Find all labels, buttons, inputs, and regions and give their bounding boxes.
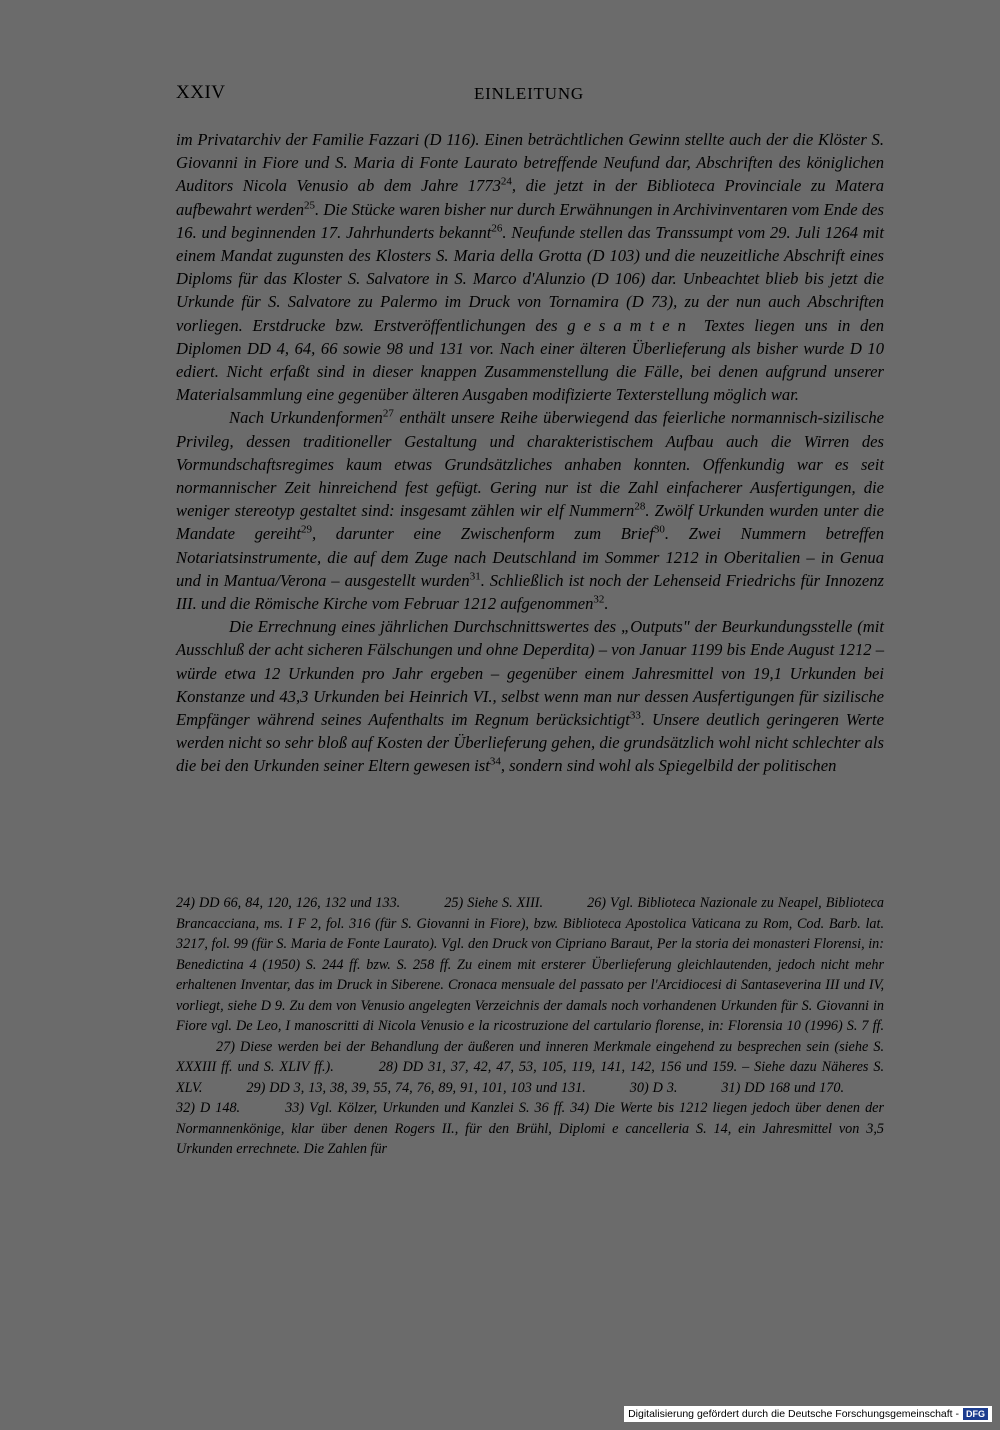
footnote-ref-29: 29: [301, 523, 312, 536]
running-title: EINLEITUNG: [474, 84, 584, 103]
spaced-emphasis: gesamten: [567, 315, 694, 335]
text-run: . Die Stücke waren bisher nur durch Erwähnungen in Archivinventaren vom Ende des 16. und beginnenden 17. Jahrhunderts bekannt: [176, 199, 884, 242]
footnote-ref-26: 26: [491, 222, 503, 235]
footnote-ref-28: 28: [634, 500, 646, 513]
footnote-ref-31: 31: [469, 570, 481, 583]
footnote-ref-25: 25: [304, 199, 316, 212]
footnote-27: 27) Diese werden bei der Behandlung der äußeren und inneren Merkmale eingehend zu besprechen sein (siehe S. XXXIII ff. und S. XLIV ff.).: [176, 1038, 884, 1075]
footnote-ref-24: 24: [500, 175, 512, 188]
text-run: . Neufunde stellen das Transsumpt vom 29. Juli 1264 mit einem Mandat zugunsten des Klosters S. Maria della Grotta (D 103) und die neuzeitliche Abschrift eines Diploms für das Kloster S. Salvatore in S. Marco d'Alunzio (D 106) dar. Unbeachtet blieb bis jetzt die Urkunde für S. Salvatore zu Palermo im Druck von Tornamira (D 73), zu der nun auch Abschriften vorliegen. Erstdrucke bzw. Erstveröffentlichungen des: [176, 222, 885, 335]
footnote-24: 24) DD 66, 84, 120, 126, 132 und 133.: [176, 895, 401, 911]
footnote-ref-30: 30: [653, 523, 665, 536]
footnote-28: 28) DD 31, 37, 42, 47, 53, 105, 119, 141, 142, 156 und 159. – Siehe dazu Näheres S. XLV.: [176, 1059, 885, 1096]
footnote-32: 32) D 148.: [176, 1100, 241, 1116]
text-run: . Zwei Nummern betreffen Notariatsinstrumente, die auf dem Zuge nach Deutschland im Sommer 1212 in Oberitalien – in Genua und in Mantua/Verona – ausgestellt wurden: [176, 524, 884, 590]
paragraph-1: [176, 128, 884, 406]
footnote-ref-34: 34: [489, 755, 501, 768]
digitization-footer: [624, 1406, 992, 1422]
text-run: Die Errechnung eines jährlichen Durchschnittswertes des „Outputs" der Beurkundungsstelle (mit Ausschluß der acht sicheren Fälschungen und ohne Deperdita) – von Januar 1199 bis Ende August 1212 – würde etwa 12 Urkunden pro Jahr ergeben – gegenüber einem Jahresmittel von 19,1 Urkunden bei Konstanze und 43,3 Urkunden bei Heinrich VI., selbst wenn man nur dessen Ausfertigungen für sizilische Empfänger während seines Aufenthalts im Regnum berücksichtigt: [176, 617, 884, 730]
dfg-logo: DFG: [963, 1408, 988, 1420]
text-run: . Unsere deutlich geringeren Werte werden nicht so sehr bloß auf Kosten der Überlieferung gehen, die grundsätzlich wohl nicht schlechter als die bei den Urkunden seiner Eltern gewesen ist: [176, 710, 884, 776]
text-run: . Schließlich ist noch der Lehenseid Friedrichs für Innozenz III. und die Römische Kirche vom Februar 1212 aufgenommen: [176, 570, 885, 614]
footnote-ref-33: 33: [629, 709, 641, 722]
text-run: enthält unsere Reihe überwiegend das feierliche normannisch-sizilische Privileg, dessen traditioneller Gestaltung und charakteristischem Aufbau auch die Wirren des Vormundschaftsregimes kaum etwas Grundsätzliches anhaben konnten. Offenkundig war es seit normannischer Zeit hinreichend fest gefügt. Gering nur ist die Zahl einfacherer Ausfertigungen, die weniger stereotyp gestaltet sind: insgesamt zählen wir elf Nummern: [176, 408, 885, 521]
text-run: , darunter eine Zwischenform zum Brief: [312, 524, 654, 544]
footnote-ref-32: 32: [593, 593, 605, 606]
footnotes: [176, 893, 884, 1160]
text-run: , sondern sind wohl als Spiegelbild der politischen: [500, 756, 837, 776]
text-run: im Privatarchiv der Familie Fazzari (D 116). Einen beträchtlichen Gewinn stellte auch der die Klöster S. Giovanni in Fiore und S. Maria di Fonte Laurato betreffende Neufund dar, Abschriften des königlichen Auditors Nicola Venusio ab dem Jahre 1773: [176, 130, 884, 196]
footnote-25: 25) Siehe S. XIII.: [444, 895, 544, 911]
footnote-30: 30) D 3.: [629, 1079, 678, 1096]
text-run: . Zwölf Urkunden wurden unter die Mandate gereiht: [176, 501, 884, 544]
footnote-ref-27: 27: [382, 407, 394, 420]
footnote-31: 31) DD 168 und 170.: [721, 1079, 845, 1096]
digitization-credit: Digitalisierung gefördert durch die Deutsche Forschungsgemeinschaft -: [628, 1408, 959, 1420]
footnote-26: 26) Vgl. Biblioteca Nazionale zu Neapel, Biblioteca Brancacciana, ms. I F 2, fol. 316 (für S. Giovanni in Fiore), bzw. Biblioteca Apostolica Vaticana zu Rom, Cod. Barb. lat. 3217, fol. 99 (für S. Maria de Fonte Laurato). Vgl. den Druck von Cipriano Baraut, Per la storia dei monasteri Florensi, in: Benedictina 4 (1950) S. 244 ff. bzw. S. 258 ff. Zu einem mit ersterer Überlieferung gleichlautenden, jedoch nicht mehr erhaltenen Inventar, das im Druck in Siberene. Cronaca mensuale del passato per l'Arcidiocesi di Santaseverina III und IV, vorliegt, siehe D 9. Zu dem von Venusio angelegten Verzeichnis der damals noch vorhandenen Urkunden für S. Giovanni in Fiore vgl. De Leo, I manoscritti di Nicola Venusio e la ricostruzione del cartulario florense, in: Florensia 10 (1996) S. 7 ff.: [176, 895, 885, 1034]
footnote-29: 29) DD 3, 13, 38, 39, 55, 74, 76, 89, 91, 101, 103 und 131.: [246, 1079, 586, 1096]
text-run: Textes liegen uns in den Diplomen DD 4, 64, 66 sowie 98 und 131 vor. Nach einer älteren Überlieferung als bisher wurde D 10 ediert. Nicht erfaßt sind in dieser knappen Zusammenstellung die Fälle, bei denen aufgrund unserer Materialsammlung eine gegenüber älteren Ausgaben modifizierte Texterstellung möglich war.: [176, 315, 884, 405]
footnote-34: 34) Die Werte bis 1212 liegen jedoch über denen der Normannenkönige, klar über denen Rogers II., für den Brühl, Diplomi e cancelleria S. 14, ein Jahresmittel von 3,5 Urkunden errechnete. Die Zahlen für: [176, 1100, 884, 1157]
page-number: XXIV: [176, 82, 226, 103]
body-text: [176, 128, 884, 778]
text-run: Nach Urkundenformen: [229, 408, 383, 428]
paragraph-3: [176, 615, 884, 777]
paragraph-2: [176, 406, 884, 615]
text-run: , die jetzt in der Biblioteca Provinciale zu Matera aufbewahrt werden: [176, 176, 885, 219]
text-run: .: [604, 594, 609, 614]
footnote-33: 33) Vgl. Kölzer, Urkunden und Kanzlei S. 36 ff.: [285, 1100, 566, 1116]
